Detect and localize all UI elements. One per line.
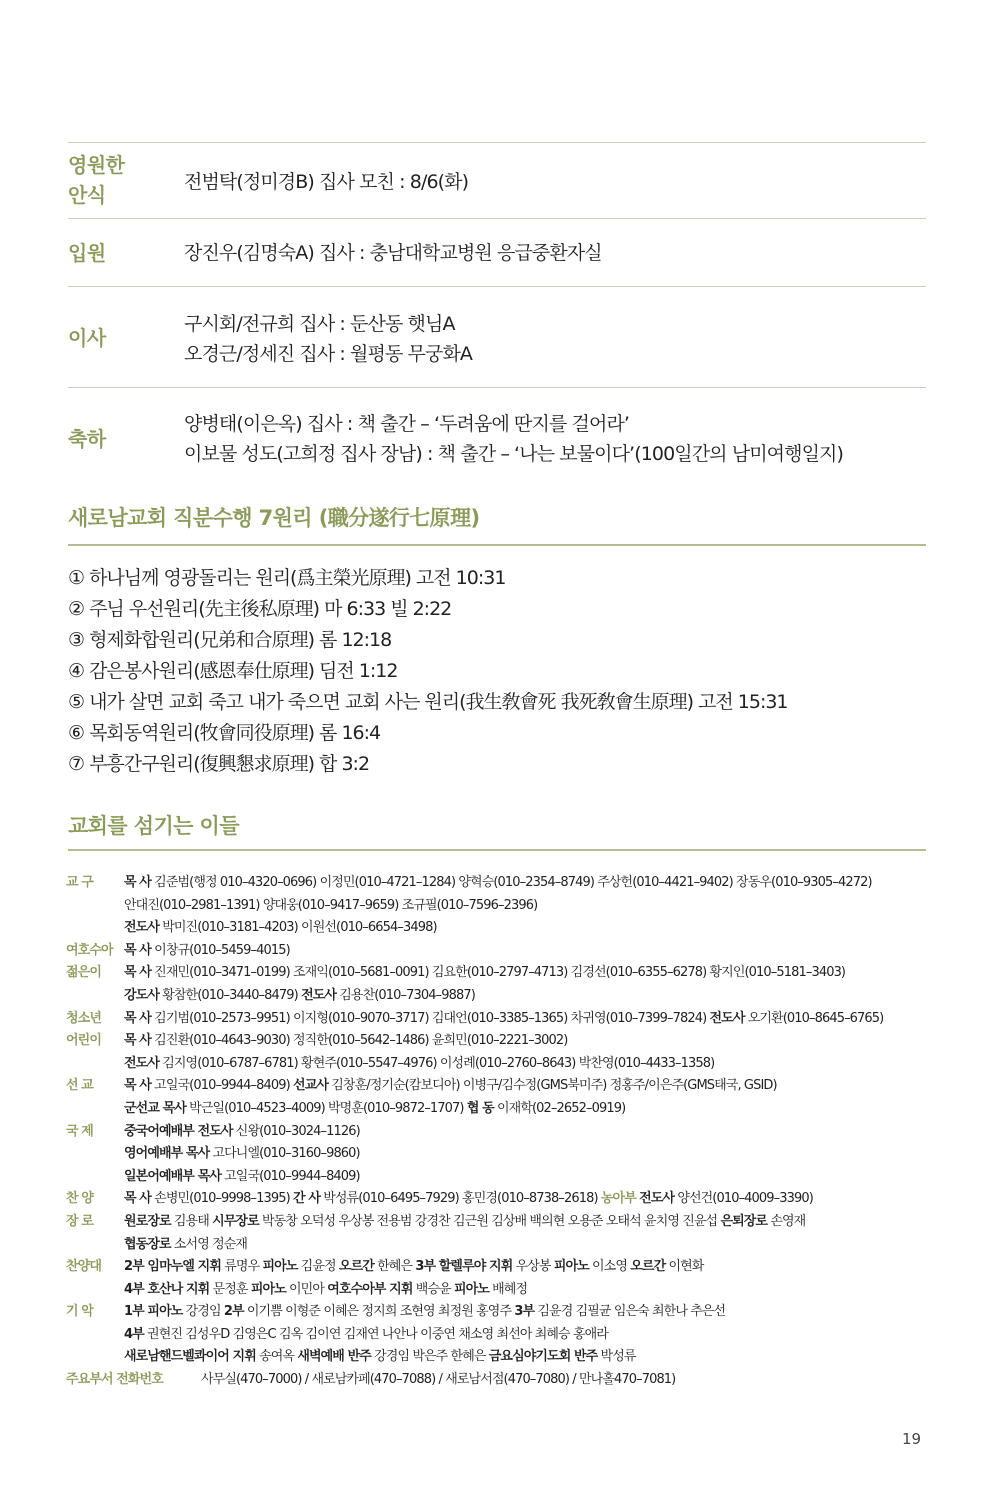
staff-row: [66, 1324, 936, 1347]
section-divider: [68, 544, 926, 546]
staff-row: [66, 1075, 936, 1098]
staff-role: 목 사: [124, 942, 151, 958]
staff-names: 박동창 오덕성 우상봉 전용범 강경찬 김근원 김상배 백의현 오용준 오태석 윤치영 진윤섭: [258, 1213, 721, 1229]
staff-names: 김기범(010–2573–9951) 이지형(010–9070–3717) 김대언(010–3385–1365) 차귀영(010–7399–7824): [150, 1010, 710, 1026]
staff-role: 여호수아부 지휘: [327, 1281, 413, 1297]
staff-names: 김용찬(010–7304–9887): [336, 987, 475, 1003]
staff-names: 박근일(010–4523–4009) 박명훈(010–9872–1707): [185, 1100, 467, 1116]
news-line: 전범탁(정미경B) 집사 모친 : 8/6(화): [184, 171, 469, 193]
staff-names: 이기쁨 이형준 이혜은 정지희 조현영 최정원 홍영주: [243, 1304, 515, 1320]
staff-category-label: [66, 985, 124, 1008]
news-label-congrats: [68, 424, 106, 454]
staff-row: [66, 1301, 936, 1324]
staff-entries: [124, 962, 845, 985]
staff-category-label: 청소년: [66, 1010, 101, 1026]
staff-entries: [124, 1211, 805, 1234]
staff-role: 협동장로: [124, 1236, 171, 1252]
divider: [68, 142, 926, 143]
staff-role: 피아노: [262, 1259, 298, 1275]
principle-item: ① 하나님께 영광돌리는 원리(爲主榮光原理) 고전 10:31: [68, 567, 506, 589]
staff-role: 선교사: [293, 1078, 329, 1094]
staff-row: [66, 940, 936, 963]
staff-entries: [124, 1053, 714, 1076]
staff-row: [66, 985, 936, 1008]
staff-role: 중국어예배부 전도사: [124, 1123, 233, 1139]
staff-names: 권현진 김성우D 김영은C 김옥 김이연 김재연 나안나 이중연 채소영 최선아 최혜승 홍애라: [143, 1326, 608, 1342]
news-line: 장진우(김명숙A) 집사 : 충남대학교병원 응급중환자실: [184, 242, 602, 264]
staff-entries: [124, 1188, 813, 1211]
staff-names: 신왕(010–3024–1126): [232, 1123, 360, 1139]
staff-names: 소서영 정순재: [170, 1236, 248, 1252]
principles-list: [68, 563, 788, 780]
staff-names: 우상봉: [512, 1259, 554, 1275]
phone-row: [66, 1369, 936, 1392]
staff-category-label: [66, 1346, 124, 1369]
staff-category-label: 어린이: [66, 1033, 101, 1049]
staff-row: [66, 1143, 936, 1166]
staff-row: [66, 1166, 936, 1189]
staff-category-label: 여호수아: [66, 942, 113, 958]
staff-names: 김윤경 김필균 임은숙 최한나 추은선: [534, 1304, 726, 1320]
staff-entries: [124, 1256, 703, 1279]
staff-role: 새벽예배 반주: [297, 1349, 371, 1365]
staff-role: 4부 호산나 지휘: [124, 1281, 210, 1297]
staff-role: 전도사: [639, 1191, 675, 1207]
principle-item: ⑤ 내가 살면 교회 죽고 내가 죽으면 교회 사는 원리(我生敎會死 我死敎會生原理) 고전 15:31: [68, 691, 788, 713]
staff-names: 고일국(010–9944–8409): [220, 1168, 360, 1184]
staff-role: 목 사: [124, 965, 151, 981]
staff-names: 김준범(행정 010–4320–0696) 이정민(010–4721–1284) 양혁승(010–2354–8749) 주상헌(010–4421–9402) 장동우(010–9305–4272): [150, 875, 872, 890]
staff-category-label: 젊은이: [66, 965, 101, 981]
staff-role: 목 사: [124, 1010, 151, 1026]
news-label-moving: [68, 323, 106, 353]
staff-role: 목 사: [124, 1191, 151, 1207]
news-text: [184, 167, 468, 197]
news-line: 오경근/정세진 집사 : 월평동 무궁화A: [184, 343, 473, 365]
staff-role: 목 사: [124, 1078, 151, 1094]
staff-role: 피아노: [553, 1259, 589, 1275]
staff-names: 송여옥: [255, 1349, 298, 1365]
staff-category-label: [66, 1324, 124, 1347]
staff-role: 일본어예배부 목사: [124, 1168, 221, 1184]
staff-category-label: 교 구: [66, 875, 93, 890]
staff-role: 강도사: [124, 987, 159, 1003]
staff-category-label: [66, 1166, 124, 1189]
staff-role: 오르간: [338, 1259, 374, 1275]
news-label-hospital: [68, 238, 106, 268]
staff-role: 피아노: [250, 1281, 286, 1297]
staff-role: 시무장로: [212, 1213, 259, 1229]
principles-title: 새로남교회 직분수행 7원리 (職分遂行七原理): [68, 506, 480, 530]
news-line: 양병태(이은옥) 집사 : 책 출간 – ‘두려움에 딴지를 걸어라’: [184, 413, 630, 435]
staff-names: 고다니엘(010–3160–9860): [209, 1146, 360, 1162]
staff-role: 새로남핸드벨콰이어 지휘: [124, 1349, 256, 1365]
staff-category-label: 선 교: [66, 1078, 93, 1094]
staff-names: 김윤정: [297, 1259, 339, 1275]
staff-names: 김진환(010–4643–9030) 정직한(010–5642–1486) 윤희민(010–2221–3002): [150, 1033, 568, 1049]
staff-role: 영어예배부 목사: [124, 1146, 210, 1162]
staff-names: 백승윤: [412, 1281, 454, 1297]
staff-row: [66, 1211, 936, 1234]
staff-role: 3부: [514, 1304, 535, 1320]
staff-names: 김용태: [170, 1213, 213, 1229]
staff-names: 강경임: [182, 1304, 224, 1320]
staff-category-label: 기 악: [66, 1304, 93, 1320]
staff-role: 전도사: [301, 987, 337, 1003]
staff-role: 3부 할렐루야 지휘: [415, 1259, 513, 1275]
staff-names: 박성류(010–6495–7929) 홍민경(010–8738–2618): [319, 1191, 601, 1207]
staff-entries: [124, 1030, 567, 1053]
staff-category-label: [66, 895, 124, 918]
news-text: [184, 409, 843, 469]
staff-names: 이소영: [588, 1259, 631, 1275]
staff-role: 2부 임마누엘 지휘: [124, 1259, 222, 1275]
staff-entries: [124, 1008, 883, 1031]
staff-role: 1부 피아노: [124, 1304, 183, 1320]
news-label-line: 안식: [68, 183, 106, 207]
staff-role: 간 사: [293, 1191, 320, 1207]
staff-row: [66, 1030, 936, 1053]
staff-entries: [124, 985, 475, 1008]
staff-entries: [124, 1143, 360, 1166]
staff-role: 금요심야기도회 반주: [488, 1349, 598, 1365]
staff-names: 손영재: [767, 1213, 806, 1229]
staff-names: 박미진(010–3181–4203) 이원선(010–6654–3498): [158, 920, 437, 936]
staff-role: 원로장로: [124, 1213, 171, 1229]
staff-role: 군선교 목사: [124, 1100, 186, 1116]
news-label-line: 영원한: [68, 153, 125, 177]
staff-row: [66, 1188, 936, 1211]
staff-names: 이현화: [665, 1259, 704, 1275]
news-text: [184, 238, 602, 268]
staff-names: 김지영(010–6787–6781) 황현주(010–5547–4976) 이성례(010–2760–8643) 박찬영(010–4433–1358): [158, 1055, 715, 1071]
staff-row: [66, 1234, 936, 1257]
staff-names: 이재학(02–2652–0919): [493, 1100, 626, 1116]
staff-names: 고일국(010–9944–8409): [150, 1078, 294, 1094]
principle-item: ④ 감은봉사원리(感恩奉仕原理) 딤전 1:12: [68, 660, 398, 682]
staff-category-label: 장 로: [66, 1213, 93, 1229]
staff-names: 이창규(010–5459–4015): [150, 942, 290, 958]
staff-entries: [124, 1279, 527, 1302]
staff-names: 양선건(010–4009–3390): [674, 1191, 813, 1207]
staff-category-label: [66, 1279, 124, 1302]
staff-names: 배혜정: [488, 1281, 528, 1297]
staff-category-label: [66, 1234, 124, 1257]
news-label-line: 입원: [68, 241, 106, 265]
staff-entries: [124, 1121, 360, 1144]
staff-role: 목 사: [124, 1033, 151, 1049]
staff-names: 안대진(010–2981–1391) 양대웅(010–9417–9659) 조규필(010–7596–2396): [124, 897, 538, 913]
staff-names: 강경임 박은주 한혜은: [370, 1349, 489, 1365]
divider: [68, 286, 926, 287]
page-number: 19: [902, 1430, 922, 1448]
staff-role: 목 사: [124, 875, 151, 890]
staff-entries: [124, 1346, 636, 1369]
principle-item: ⑥ 목회동역원리(牧會同役原理) 롬 16:4: [68, 722, 381, 744]
divider: [68, 387, 926, 388]
staff-names: 황참한(010–3440–8479): [158, 987, 302, 1003]
staff-entries: [124, 1324, 608, 1347]
staff-names: 손병민(010–9998–1395): [150, 1191, 294, 1207]
staff-role: 협 동: [466, 1100, 494, 1116]
staff-row: [66, 917, 936, 940]
section-divider: [68, 849, 926, 851]
phone-label: 주요부서 전화번호: [66, 1372, 163, 1388]
staff-names: 진재민(010–3471–0199) 조재익(010–5681–0091) 김요한(010–2797–4713) 김경선(010–6355–6278) 황지인(010–5181–3403): [150, 965, 846, 981]
staff-row: [66, 1098, 936, 1121]
staff-row: [66, 1279, 936, 1302]
staff-names: 문정훈: [209, 1281, 251, 1297]
staff-names: 류명우: [221, 1259, 263, 1275]
staff-names: 한혜은: [373, 1259, 416, 1275]
staff-role: 전도사: [124, 1055, 159, 1071]
news-line: 구시회/전규희 집사 : 둔산동 햇님A: [184, 313, 455, 335]
news-label-rest: [68, 150, 124, 210]
staff-row: [66, 1053, 936, 1076]
staff-category-label: 찬양대: [66, 1259, 101, 1275]
staff-names: 박성류: [597, 1349, 636, 1365]
staff-row: [66, 1121, 936, 1144]
staff-entries: [124, 895, 537, 918]
staff-entries: [124, 940, 290, 963]
staff-row: [66, 895, 936, 918]
staff-category-label: [66, 1053, 124, 1076]
principle-item: ③ 형제화합원리(兄弟和合原理) 롬 12:18: [68, 629, 392, 651]
staff-row: [66, 1008, 936, 1031]
staff-title: 교회를 섬기는 이들: [68, 814, 239, 838]
staff-role: 전도사: [709, 1010, 745, 1026]
staff-entries: [124, 1234, 247, 1257]
staff-category-label: [66, 1098, 124, 1121]
news-line: 이보물 성도(고희정 집사 장남) : 책 출간 – ‘나는 보물이다’(100일간의 남미여행일지): [184, 443, 844, 465]
phone-numbers: 사무실(470–7000) / 새로남카페(470–7088) / 새로남서점(470–7080) / 만나홀470–7081): [201, 1372, 676, 1388]
staff-role: 피아노: [453, 1281, 489, 1297]
staff-role: 농아부: [600, 1191, 636, 1207]
staff-role: 4부: [124, 1326, 144, 1342]
news-label-line: 축하: [68, 427, 106, 451]
staff-role: 오르간: [630, 1259, 666, 1275]
principle-item: ⑦ 부흥간구원리(復興懇求原理) 합 3:2: [68, 753, 370, 775]
staff-entries: [124, 917, 437, 940]
staff-role: 은퇴장로: [720, 1213, 768, 1229]
staff-names: 이민아: [285, 1281, 328, 1297]
principle-item: ② 주님 우선원리(先主後私原理) 마 6:33 빌 2:22: [68, 598, 452, 620]
staff-entries: [124, 1098, 625, 1121]
staff-entries: [124, 1301, 725, 1324]
staff-directory: [66, 872, 936, 1392]
news-label-line: 이사: [68, 326, 106, 350]
staff-row: [66, 1256, 936, 1279]
staff-category-label: 국 제: [66, 1123, 93, 1139]
staff-row: [66, 962, 936, 985]
staff-category-label: [66, 1143, 124, 1166]
staff-row: [66, 872, 936, 895]
staff-entries: [124, 1075, 777, 1098]
staff-entries: [124, 872, 872, 895]
staff-category-label: 찬 양: [66, 1191, 93, 1207]
staff-role: 2부: [223, 1304, 244, 1320]
staff-entries: [124, 1166, 360, 1189]
staff-names: 김창훈/정기순(캄보디아) 이병구/김수정(GMS북미주) 정홍주/이은주(GMS태국, GSID): [328, 1078, 777, 1094]
staff-role: 전도사: [124, 920, 159, 936]
staff-category-label: [66, 917, 124, 940]
staff-row: [66, 1346, 936, 1369]
divider: [68, 218, 926, 219]
news-text: [184, 309, 472, 369]
staff-names: 오기환(010–8645–6765): [744, 1010, 884, 1026]
